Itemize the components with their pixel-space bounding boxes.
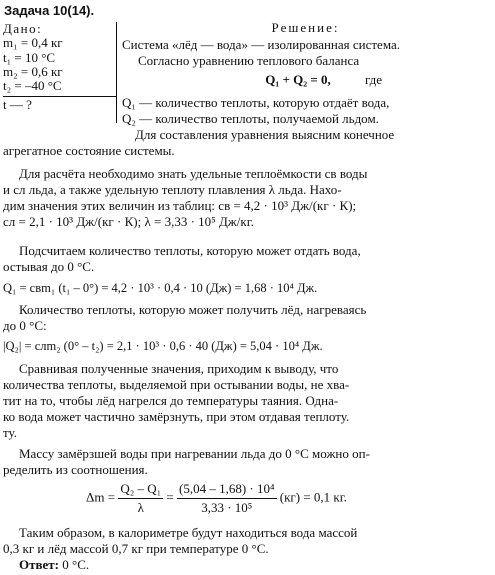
text-line: дим значения этих величин из таблиц: cв = 4,2 · 10³ Дж/(кг · К); [3, 198, 357, 213]
text-line: Согласно уравнению теплового баланса [138, 53, 360, 68]
text-line: Система «лёд — вода» — изолированная система. [122, 37, 400, 52]
q1-equation: Q₁ = cвm₁ (t₁ – 0°) = 4,2 · 10³ · 0,4 · 10 (Дж) = 1,68 · 10⁴ Дж. [3, 281, 318, 295]
text-line: Q₂ — количество теплоты, получаемой льдом. [122, 111, 379, 126]
text-line: до 0 °C: [3, 318, 47, 333]
fraction-denominator: λ [137, 500, 144, 515]
text-line: остывая до 0 °C. [3, 259, 95, 274]
text-line: ту. [3, 425, 17, 440]
fraction-denominator: 3,33 · 10⁵ [201, 500, 253, 515]
text-line: Q₁ — количество теплоты, которую отдаёт вода, [122, 95, 390, 110]
text-line: cл = 2,1 · 10³ Дж/(кг · К); λ = 3,33 · 10⁵ Дж/кг. [3, 214, 254, 229]
text-line: ко вода может частично замёрзнуть, при этом отдавая теплоту. [3, 409, 350, 424]
balance-equation [248, 72, 348, 87]
mass-formula-fraction-1 [118, 480, 163, 517]
answer-value: 0 °C. [62, 557, 90, 572]
find-item: t — ? [3, 96, 116, 112]
q2-equation: |Q₂| = cлm₂ (0° – t₂) = 2,1 · 10³ · 0,6 · 40 (Дж) = 5,04 · 10⁴ Дж. [3, 339, 323, 353]
fraction-numerator: Q₂ – Q₁ [118, 480, 163, 499]
given-heading: Дано: [3, 21, 43, 36]
text-line: Количество теплоты, которую может получить лёд, нагреваясь [19, 302, 367, 317]
mass-formula-fraction-2 [177, 480, 277, 517]
given-item: m₂ = 0,6 кг [3, 63, 63, 79]
text-line: Подсчитаем количество теплоты, которую может отдать вода, [19, 243, 361, 258]
text-line: ределить из соотношения. [3, 462, 148, 477]
answer [19, 557, 89, 572]
answer-label: Ответ: [19, 557, 60, 572]
given-divider [116, 22, 117, 123]
given-item: t₁ = 10 °C [3, 49, 56, 65]
text-line: Массу замёрзшей воды при нагревании льда до 0 °C можно оп- [19, 446, 370, 461]
text-line: где [365, 72, 383, 87]
text-line: Сравнивая полученные значения, приходим к выводу, что [19, 361, 339, 376]
text-line: Таким образом, в калориметре будут находиться вода массой [19, 525, 358, 540]
given-item: t₂ = –40 °C [3, 78, 62, 94]
text-line: и cл льда, а также удельную теплоту плавления λ льда. Нахо- [3, 182, 342, 197]
text-line: Для расчёта необходимо знать удельные теплоёмкости cв воды [19, 166, 368, 181]
mass-formula-equals: = [166, 489, 174, 505]
text-line: количества теплоты, выделяемой при остывании воды, не хва- [3, 377, 350, 392]
mass-formula-rhs: (кг) = 0,1 кг. [279, 489, 347, 505]
mass-formula-lhs: Δm = [86, 489, 116, 505]
problem-title: Задача 10(14). [4, 3, 95, 18]
given-item: m₁ = 0,4 кг [3, 35, 63, 51]
fraction-numerator: (5,04 – 1,68) · 10⁴ [177, 480, 277, 499]
text-line: Для составления уравнения выясним конечное [135, 127, 395, 142]
text-line: 0,3 кг и лёд массой 0,7 кг при температуре 0 °C. [3, 541, 269, 556]
solution-heading: Решение: [271, 20, 340, 35]
given-block [3, 22, 116, 113]
mass-formula [86, 480, 347, 517]
balance-equation-text: Q₁ + Q₂ = 0, [265, 72, 331, 87]
text-line: тит на то, чтобы лёд нагрелся до температуры таяния. Одна- [3, 393, 339, 408]
text-line: агрегатное состояние системы. [3, 143, 175, 158]
